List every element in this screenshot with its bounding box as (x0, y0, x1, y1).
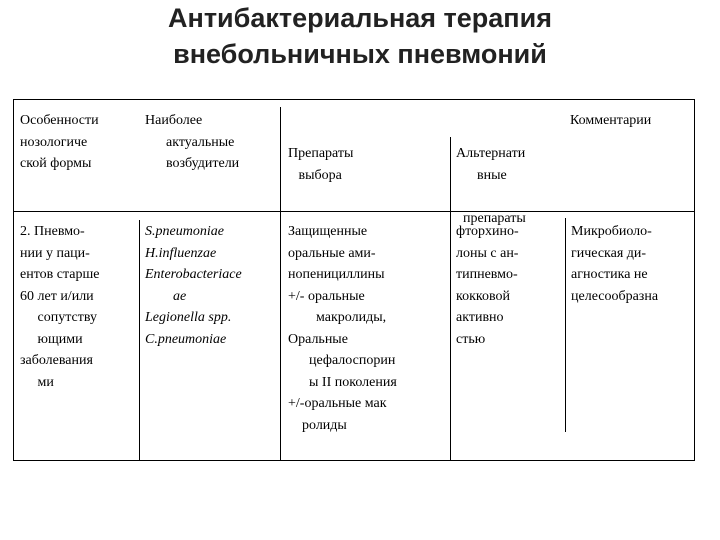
title-line-2: внебольничных пневмоний (173, 39, 547, 69)
header-alternative-drugs: Альтернати вные препараты (456, 146, 526, 226)
column-divider-4 (565, 218, 566, 432)
cell-drugs-of-choice: Защищенные оральные ами- нопенициллины +/- оральные макролиды, Оральные цефалоспорин ы II поколения +/-оральные мак ролиды (288, 224, 397, 433)
header-nosology: Особенности нозологиче ской формы (20, 113, 99, 171)
column-divider-1 (139, 220, 140, 461)
header-pathogens: Наиболее актуальные возбудители (145, 113, 240, 171)
column-divider-3 (450, 137, 451, 461)
cell-nosology: 2. Пневмо- нии у паци- ентов старше 60 лет и/или сопутству ющими заболевания ми (20, 224, 100, 390)
row-divider (13, 211, 695, 212)
cell-comments: Микробиоло- гическая ди- агностика не целесообразна (571, 224, 659, 304)
title-line-1: Антибактериальная терапия (168, 3, 552, 33)
column-divider-2 (280, 107, 281, 461)
cell-alternative-drugs: фторхино- лоны с ан- типневмо- кокковой активно стью (456, 224, 519, 347)
header-comments: Комментарии (570, 113, 652, 128)
header-drugs-of-choice: Препараты выбора (288, 146, 354, 183)
cell-pathogens: S.pneumoniae H.influenzae Enterobacteriace ae Legionella spp. C.pneumoniae (145, 224, 242, 347)
